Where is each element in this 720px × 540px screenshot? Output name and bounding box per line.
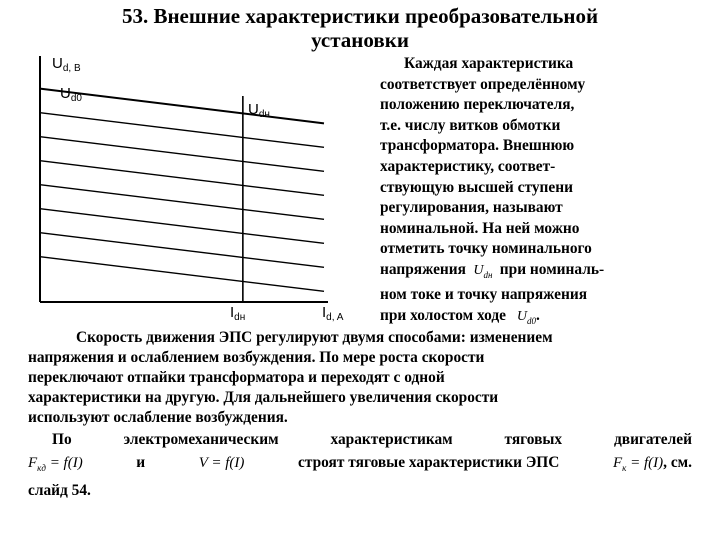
side-line-11-start: напряжения (380, 260, 466, 278)
side-line-11-end: при номиналь- (499, 260, 605, 278)
para2-word-1: По (52, 431, 72, 448)
side-line-13-end: . (535, 306, 540, 324)
para2-word-2: электромеханическим (123, 431, 279, 448)
side-line-1: Каждая характеристика (404, 55, 574, 72)
side-line-10: отметить точку номинального (380, 240, 592, 258)
side-line-9: номинальной. На ней можно (380, 219, 580, 237)
para1-line-5: используют ослабление возбуждения. (28, 409, 288, 426)
para2-word-5: двигателей (613, 431, 692, 448)
side-line-12: ном токе и точку напряжения (380, 286, 588, 304)
para2-middle-text: строят тяговые характеристики ЭПС (298, 454, 560, 471)
para1-line-4: характеристики на другую. Для дальнейшего увеличения скорости (28, 389, 499, 406)
para2-line-1 (28, 430, 692, 450)
rated-current-label: $I_{dн}$ (230, 304, 246, 323)
slide-title-line-2: установки (311, 28, 409, 52)
para2-and: и (136, 454, 146, 471)
side-line-4: т.е. числу витков обмотки (380, 116, 561, 134)
para2-word-3: характеристикам (330, 431, 453, 448)
speed-control-paragraph (28, 328, 692, 428)
para1-line-1: Скорость движения ЭПС регулируют двумя способами: изменением (76, 329, 553, 346)
slide-title-line-1: 53. Внешние характеристики преобразовательной (121, 4, 599, 28)
para2-tail: , см. (663, 454, 692, 471)
y0-label: $U_{d0}$ (60, 85, 82, 104)
side-line-8: регулирования, называют (380, 199, 563, 217)
para1-line-2: напряжения и ослаблением возбуждения. По мере роста скорости (28, 349, 485, 366)
side-line-11 (380, 260, 670, 285)
x-axis-label: $I_{d, A}$ (322, 304, 344, 323)
rated-voltage-symbol: $U_{dн}$ (473, 262, 493, 280)
side-line-7: ствующую высшей ступени (380, 178, 573, 196)
side-line-13-start: при холостом ходе (380, 306, 506, 324)
side-description (380, 54, 670, 331)
side-line-5: трансформатора. Внешнюю (380, 137, 575, 155)
formula-fkd: $F_{кд} = f(I)$ (28, 455, 83, 473)
side-line-2: соответствует определённому (380, 75, 586, 93)
traction-paragraph (28, 430, 692, 501)
side-line-6: характеристику, соответ- (380, 157, 556, 175)
side-line-3: положению переключателя, (380, 96, 575, 114)
formula-v: V = f(I) (198, 455, 245, 471)
para2-line-2 (28, 453, 692, 478)
formula-fk: $F_к = f(I)$ (612, 455, 664, 473)
para1-line-3: переключают отпайки трансформатора и переходят с одной (28, 369, 445, 386)
para2-line-3: слайд 54. (28, 482, 91, 499)
chart-axes (40, 56, 328, 302)
rated-voltage-label: $U_{dн}$ (248, 101, 270, 120)
para2-formula-fk-group (613, 453, 692, 478)
para2-word-4: тяговых (504, 431, 563, 448)
y-axis-label: $U_{d, B}$ (52, 55, 81, 74)
no-load-voltage-symbol: $U_{d0}$ (516, 308, 536, 326)
chart-series (40, 89, 324, 292)
